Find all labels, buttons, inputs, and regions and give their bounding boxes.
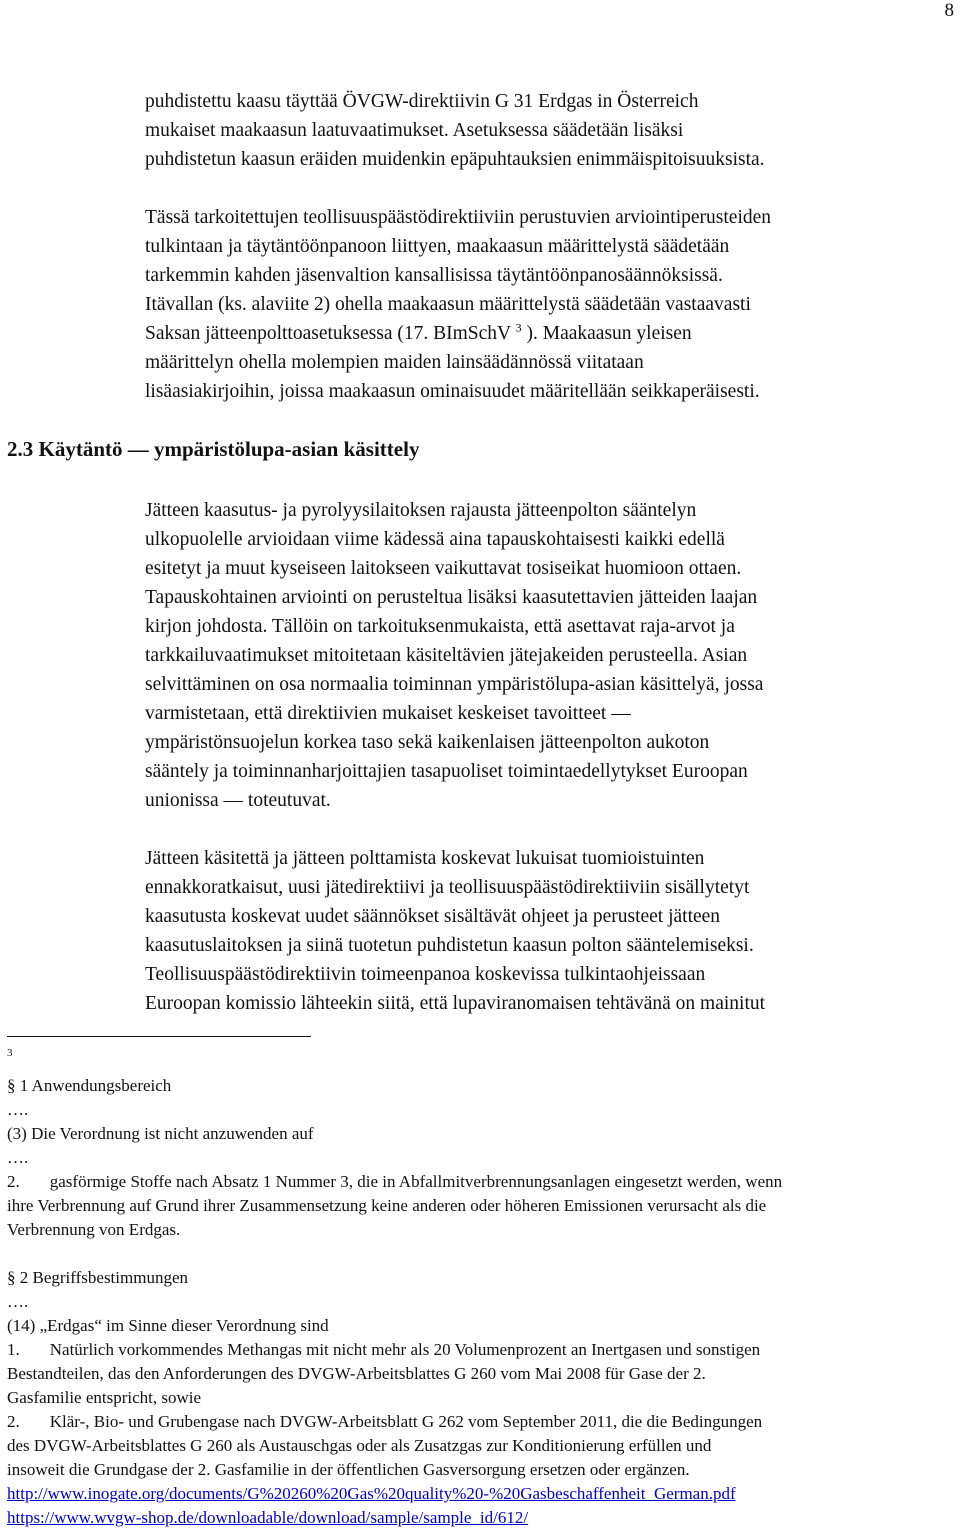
footnote-text-line: (3) Die Verordnung ist nicht anzuwenden auf xyxy=(7,1124,314,1143)
text-line: lisäasiakirjoihin, joissa maakaasun ominaisuudet määritellään seikkaperäisesti. xyxy=(145,381,760,402)
footnote-text-line: insoweit die Grundgase der 2. Gasfamilie in der öffentlichen Gasversorgung ersetzen oder ergänzen. xyxy=(7,1460,690,1479)
footnote-text-line: ihre Verbrennung auf Grund ihrer Zusammensetzung keine anderen oder höheren Emissionen verursacht als die xyxy=(7,1196,767,1215)
text-line: sääntely ja toiminnanharjoittajien tasapuoliset toimintaedellytykset Euroopan xyxy=(145,761,748,782)
paragraph-2 xyxy=(145,203,960,406)
list-number: 2. xyxy=(7,1172,20,1191)
text-fragment: ). Maakaasun yleisen xyxy=(521,323,692,344)
ellipsis: …. xyxy=(7,1148,29,1167)
text-line: ulkopuolelle arvioidaan viime kädessä aina tapauskohtaisesti kaikki edellä xyxy=(145,529,725,550)
footnote-text-line: Bestandteilen, das den Anforderungen des DVGW-Arbeitsblattes G 260 vom Mai 2008 für Gase der 2. xyxy=(7,1364,706,1383)
text-line: Tässä tarkoitettujen teollisuuspäästödirektiiviin perustuvien arviointiperusteiden xyxy=(145,207,772,228)
text-line: kirjon johdosta. Tällöin on tarkoituksenmukaista, että asettavat raja-arvot ja xyxy=(145,616,735,637)
page-number: 8 xyxy=(944,0,954,21)
footnote-separator xyxy=(7,1036,311,1037)
list-text: gasförmige Stoffe nach Absatz 1 Nummer 3, die in Abfallmitverbrennungsanlagen eingesetzt werden, wenn xyxy=(49,1172,783,1191)
footnote-text-line: Verbrennung von Erdgas. xyxy=(7,1220,181,1239)
list-text: Natürlich vorkommendes Methangas mit nicht mehr als 20 Volumenprozent an Inertgasen und sonstigen xyxy=(49,1340,761,1359)
footnote-text-line xyxy=(7,1338,952,1362)
text-fragment: Saksan jätteenpolttoasetuksessa (17. BImSchV xyxy=(145,323,511,344)
footnote-reference[interactable]: 3 xyxy=(515,320,522,335)
text-line: tulkintaan ja täytäntöönpanoon liittyen, maakaasun määrittelystä säädetään xyxy=(145,236,730,257)
footnote-text-line xyxy=(7,1170,952,1194)
footnote-text-line: Gasfamilie entspricht, sowie xyxy=(7,1388,202,1407)
text-line: unionissa — toteutuvat. xyxy=(145,790,331,811)
section-heading: 2.3 Käytäntö — ympäristölupa-asian käsittely xyxy=(7,437,420,461)
text-line: kaasutuslaitoksen ja siinä tuotetun puhdistetun kaasun polton sääntelemiseksi. xyxy=(145,935,754,956)
footnote-text-line: des DVGW-Arbeitsblattes G 260 als Austauschgas oder als Zusatzgas zur Konditionierung erfüllen und xyxy=(7,1436,712,1455)
text-line: mukaiset maakaasun laatuvaatimukset. Asetuksessa säädetään lisäksi xyxy=(145,120,684,141)
text-line: Jätteen käsitettä ja jätteen polttamista koskevat lukuisat tuomioistuinten xyxy=(145,848,705,869)
footnote-text-line xyxy=(7,1410,952,1434)
text-line: Euroopan komissio lähteekin siitä, että lupaviranomaisen tehtävänä on mainitut xyxy=(145,993,766,1014)
text-line: puhdistetun kaasun eräiden muidenkin epäpuhtauksien enimmäispitoisuuksista. xyxy=(145,149,765,170)
text-line xyxy=(145,319,960,348)
paragraph-1 xyxy=(145,87,960,174)
text-line: Itävallan (ks. alaviite 2) ohella maakaasun määrittelystä säädetään vastaavasti xyxy=(145,294,751,315)
text-line: esitetyt ja muut kyseiseen laitokseen vaikuttavat tosiseikat huomioon ottaen. xyxy=(145,558,742,579)
text-line: selvittäminen on osa normaalia toiminnan ympäristölupa-asian käsittelyä, jossa xyxy=(145,674,764,695)
ellipsis: …. xyxy=(7,1100,29,1119)
footnote-section-heading: § 1 Anwendungsbereich xyxy=(7,1076,172,1095)
source-link-inogate[interactable]: http://www.inogate.org/documents/G%20260%20Gas%20quality%20-%20Gasbeschaffenheit_German.pdf xyxy=(7,1484,736,1503)
text-line: ennakkoratkaisut, uusi jätedirektiivi ja teollisuuspäästödirektiiviin sisällytetyt xyxy=(145,877,750,898)
text-line: tarkkailuvaatimukset mitoitetaan käsiteltävien jätejakeiden perusteella. Asian xyxy=(145,645,748,666)
spacer xyxy=(7,1242,952,1266)
text-line: Tapauskohtainen arviointi on perusteltua lisäksi kaasutettavien jätteiden laajan xyxy=(145,587,758,608)
paragraph-4 xyxy=(145,844,960,1018)
text-line: Teollisuuspäästödirektiivin toimeenpanoa koskevissa tulkintaohjeissaan xyxy=(145,964,706,985)
footnote-text-line: (14) „Erdgas“ im Sinne dieser Verordnung sind xyxy=(7,1316,329,1335)
list-number: 1. xyxy=(7,1340,20,1359)
footnote-section-heading: § 2 Begriffsbestimmungen xyxy=(7,1268,188,1287)
text-line: kaasutusta koskevat uudet säännökset sisältävät ohjeet ja perusteet jätteen xyxy=(145,906,721,927)
text-line: määrittelyn ohella molempien maiden lainsäädännössä viitataan xyxy=(145,352,644,373)
text-line: tarkemmin kahden jäsenvaltion kansallisissa täytäntöönpanosäännöksissä. xyxy=(145,265,723,286)
footnote-marker: 3 xyxy=(7,1047,13,1059)
list-number: 2. xyxy=(7,1412,20,1431)
text-line: ympäristönsuojelun korkea taso sekä kaikenlaisen jätteenpolton aukoton xyxy=(145,732,710,753)
text-line: varmistetaan, että direktiivien mukaiset keskeiset tavoitteet — xyxy=(145,703,631,724)
source-link-wvgw[interactable]: https://www.wvgw-shop.de/downloadable/download/sample/sample_id/612/ xyxy=(7,1508,529,1527)
footnote-block xyxy=(7,1074,952,1530)
list-text: Klär-, Bio- und Grubengase nach DVGW-Arbeitsblatt G 262 vom September 2011, die die Bedingungen xyxy=(49,1412,763,1431)
text-line: Jätteen kaasutus- ja pyrolyysilaitoksen rajausta jätteenpolton sääntelyn xyxy=(145,500,697,521)
paragraph-3 xyxy=(145,496,960,815)
text-line: puhdistettu kaasu täyttää ÖVGW-direktiivin G 31 Erdgas in Österreich xyxy=(145,91,699,112)
ellipsis: …. xyxy=(7,1292,29,1311)
